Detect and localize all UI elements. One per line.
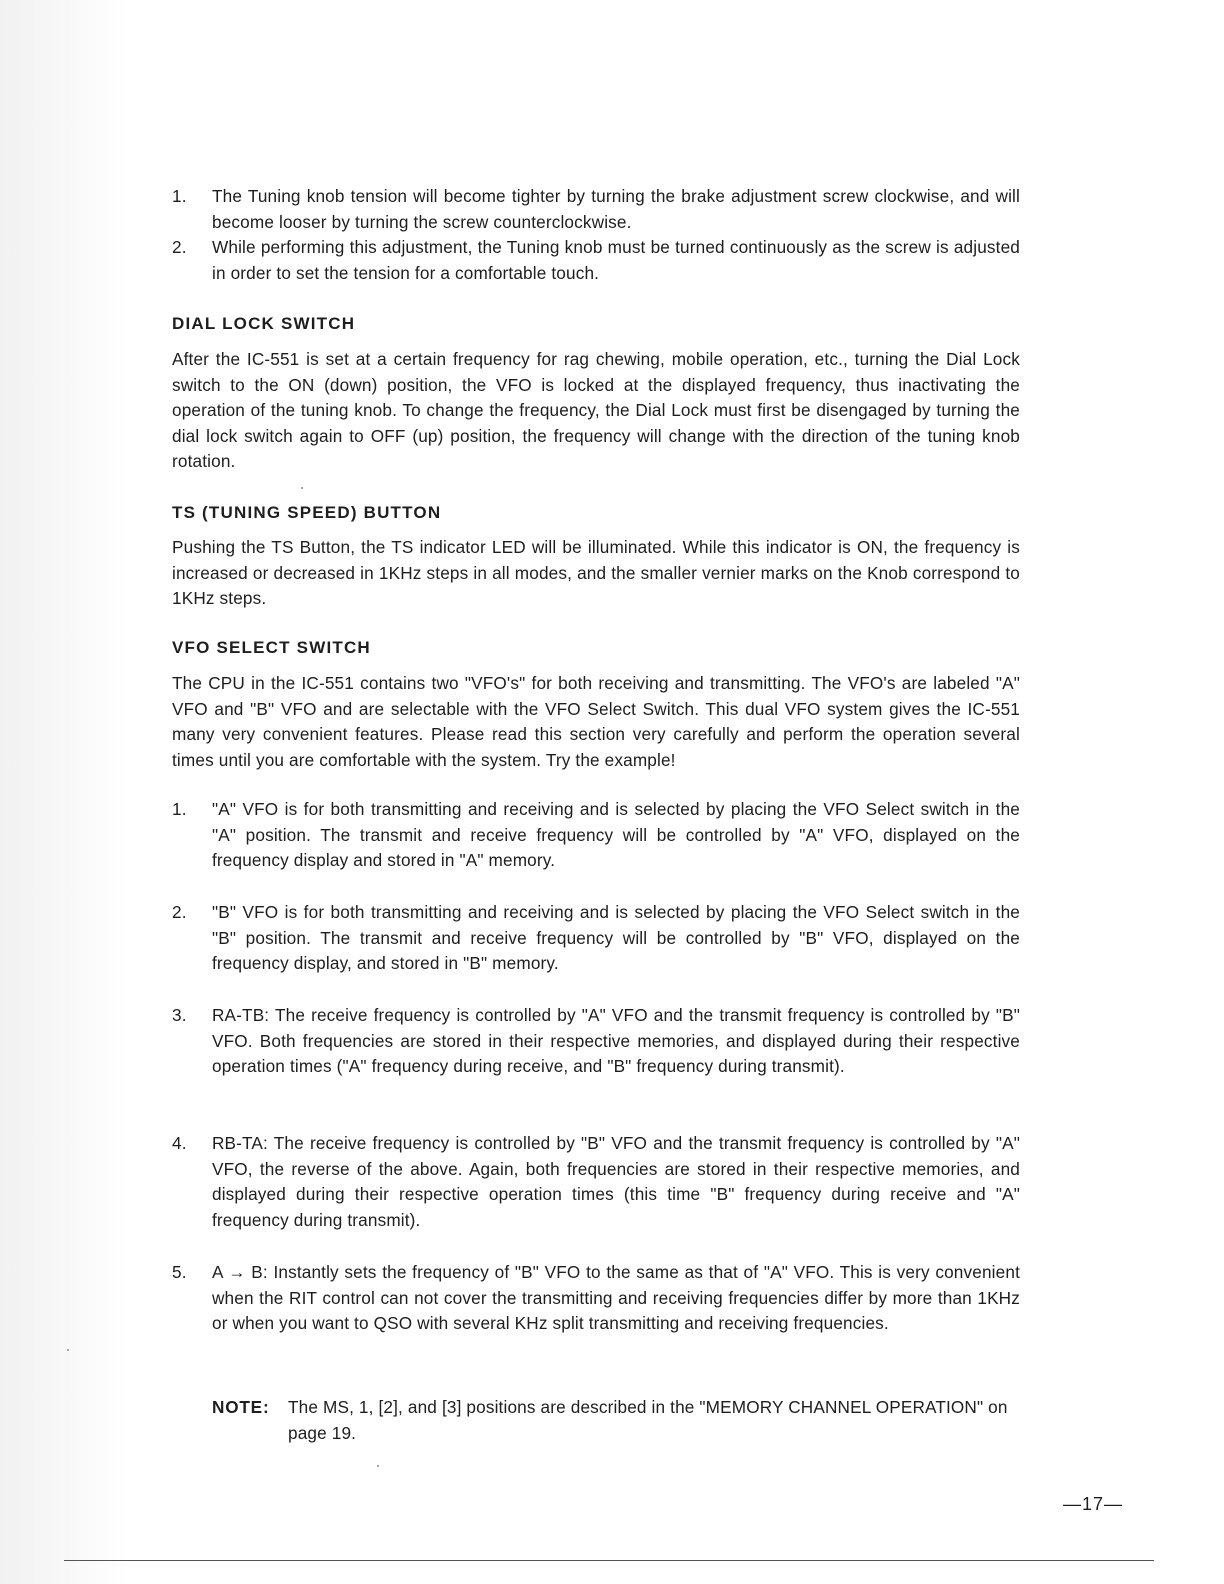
list-number: 1. — [172, 186, 187, 206]
list-number: 2. — [172, 237, 187, 258]
note-text: The MS, 1, [2], and [3] positions are described in the "MEMORY CHANNEL OPERATION" on page 19. — [288, 1397, 1008, 1443]
list-text: "A" VFO is for both transmitting and receiving and is selected by placing the VFO Select switch in the "A" position. The transmit and receive frequency will be controlled by "A" VFO, displayed on the frequency display and stored in "A" memory. — [212, 799, 1020, 871]
list-item — [172, 184, 1020, 235]
page-number: —17— — [1063, 1494, 1124, 1514]
list-text: RB-TA: The receive frequency is controlled by "B" VFO and the transmit frequency is controlled by "A" VFO, the reverse of the above. Again, both frequencies are stored in their respective memories, and displayed during their respective operation times (this time "B" frequency during receive and "A" frequency during transmit). — [212, 1133, 1020, 1230]
vfo-item-3 — [172, 1003, 1020, 1080]
list-item — [172, 1131, 1020, 1233]
ts-button-body: Pushing the TS Button, the TS indicator LED will be illuminated. While this indicator is ON, the frequency is increased or decreased in 1KHz steps in all modes, and the smaller vernier marks on the Knob correspond to 1KHz steps. — [172, 537, 1020, 609]
list-text: While performing this adjustment, the Tuning knob must be turned continuously as the screw is adjusted in order to set the tension for a comfortable touch. — [212, 237, 1020, 283]
scan-speck — [377, 1465, 379, 1467]
list-number: 4. — [172, 1133, 187, 1153]
list-number: 5. — [172, 1262, 187, 1282]
list-item — [172, 235, 1020, 286]
list-text: A → B: Instantly sets the frequency of "B" VFO to the same as that of "A" VFO. This is very convenient when the RIT control can not cover the transmitting and receiving frequencies differ by more than 1KHz or when you want to QSO with several KHz split transmitting and receiving frequencies. — [212, 1262, 1020, 1334]
list-item — [172, 1003, 1020, 1080]
list-item — [172, 900, 1020, 977]
list-number: 2. — [172, 902, 187, 922]
scan-edge-shading — [0, 0, 130, 1584]
scan-speck — [67, 1349, 69, 1351]
ts-button-heading: TS (TUNING SPEED) BUTTON — [172, 503, 442, 522]
list-item — [172, 1260, 1020, 1337]
list-item — [172, 797, 1020, 874]
list-number: 3. — [172, 1005, 187, 1025]
vfo-select-heading: VFO SELECT SWITCH — [172, 638, 371, 657]
vfo-item-2 — [172, 900, 1020, 977]
scan-speck — [301, 487, 303, 489]
vfo-item-5 — [172, 1260, 1020, 1337]
bottom-rule — [64, 1560, 1154, 1561]
dial-lock-body: After the IC-551 is set at a certain frequency for rag chewing, mobile operation, etc., turning the Dial Lock switch to the ON (down) position, the VFO is locked at the displayed frequency, thus inactivating the operation of the tuning knob. To change the frequency, the Dial Lock must first be disengaged by turning the dial lock switch again to OFF (up) position, the frequency will change with the direction of the tuning knob rotation. — [172, 349, 1020, 472]
note-label: NOTE: — [212, 1397, 270, 1417]
list-number: 1. — [172, 799, 187, 819]
note-block — [212, 1395, 1020, 1446]
vfo-item-4 — [172, 1131, 1020, 1233]
list-text: "B" VFO is for both transmitting and receiving and is selected by placing the VFO Select switch in the "B" position. The transmit and receive frequency will be controlled by "B" VFO, displayed on the frequency display, and stored in "B" memory. — [212, 902, 1020, 974]
vfo-item-1 — [172, 797, 1020, 874]
list-text: The Tuning knob tension will become tighter by turning the brake adjustment screw clockwise, and will become looser by turning the screw counterclockwise. — [212, 186, 1020, 232]
dial-lock-heading: DIAL LOCK SWITCH — [172, 314, 356, 333]
vfo-select-body: The CPU in the IC-551 contains two "VFO's" for both receiving and transmitting. The VFO's are labeled "A" VFO and "B" VFO and are selectable with the VFO Select Switch. This dual VFO system gives the IC-551 many very convenient features. Please read this section very carefully and perform the operation several times until you are comfortable with the system. Try the example! — [172, 673, 1020, 770]
intro-list — [172, 184, 1020, 286]
list-text: RA-TB: The receive frequency is controlled by "A" VFO and the transmit frequency is controlled by "B" VFO. Both frequencies are stored in their respective memories, and displayed during their respective operation times ("A" frequency during receive, and "B" frequency during transmit). — [212, 1005, 1020, 1077]
